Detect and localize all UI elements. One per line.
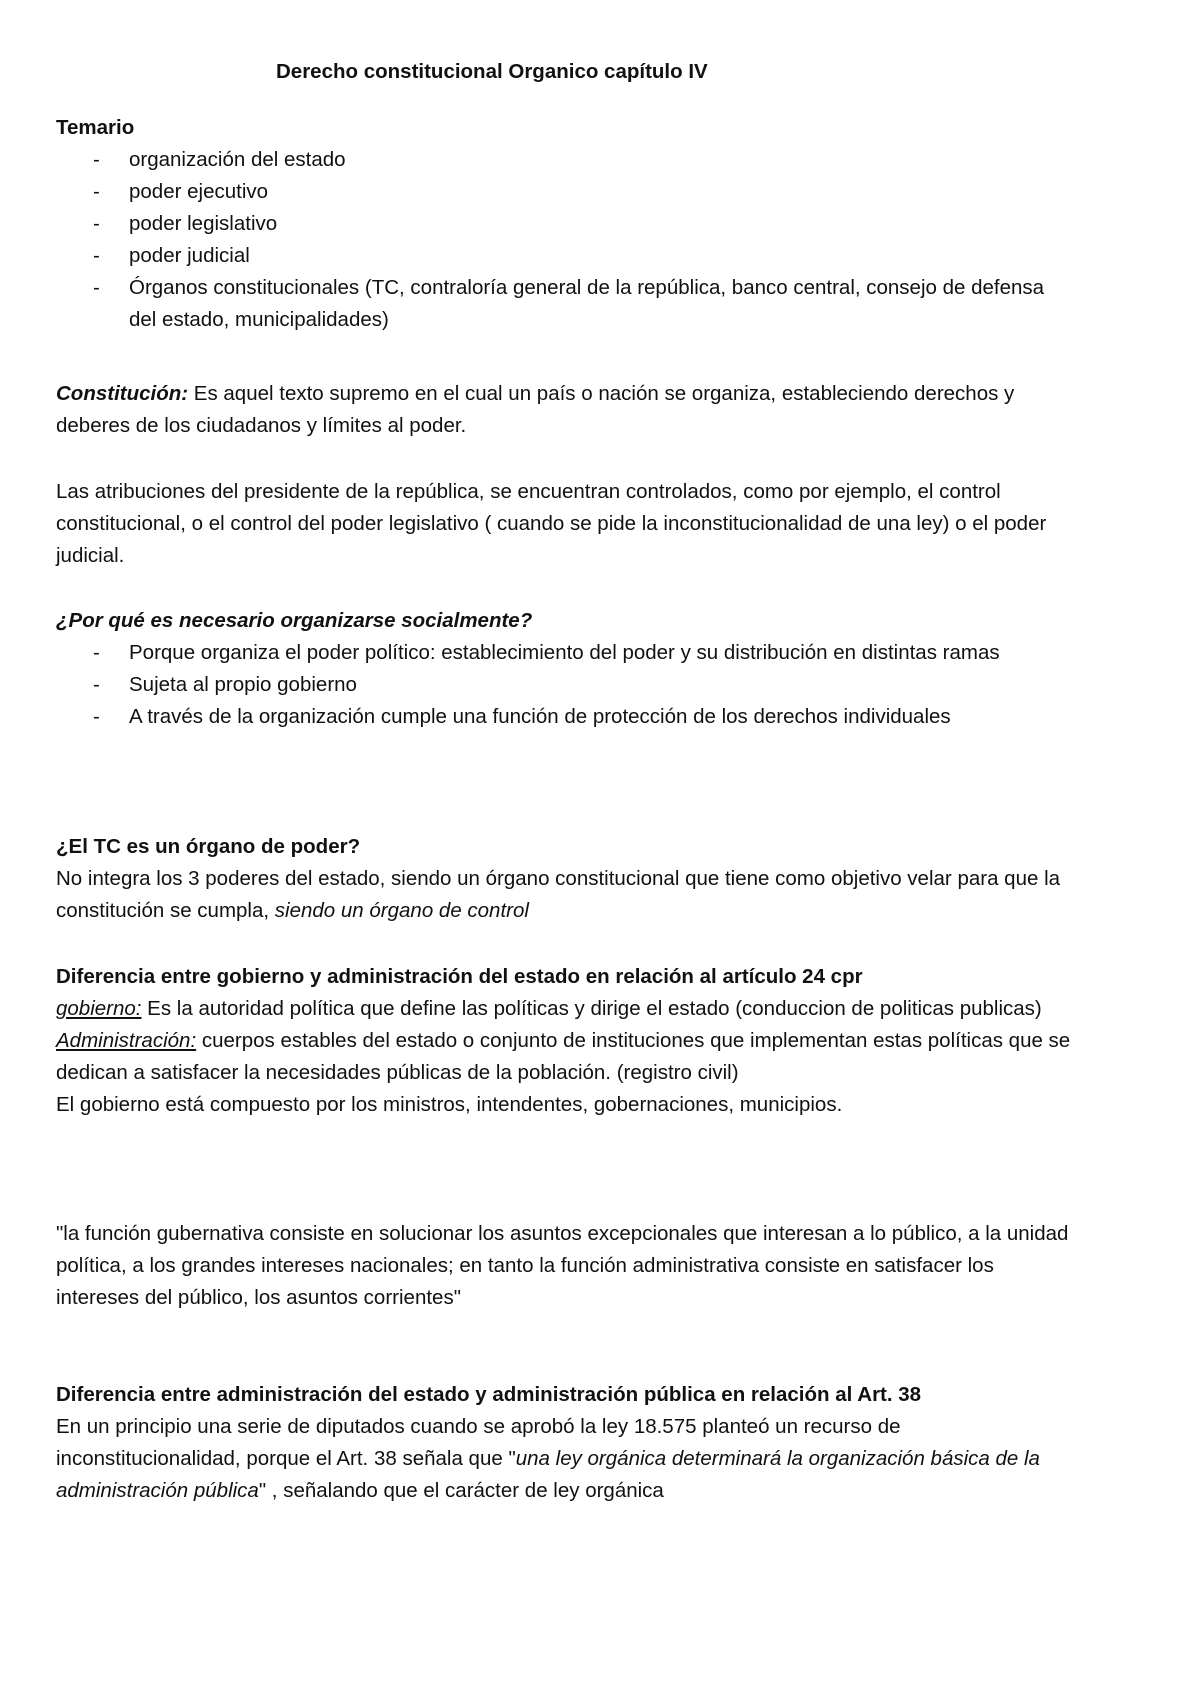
art38-italic-quote: una ley orgánica determinará la organización básica de la administración pública [56,1447,1040,1502]
temario-section [56,112,1076,336]
gobierno-paragraph [56,993,1076,1025]
gobierno-compuesto-paragraph: El gobierno está compuesto por los ministros, intendentes, gobernaciones, municipios. [56,1093,843,1116]
quote-paragraph: "la función gubernativa consiste en solucionar los asuntos excepcionales que interesan a lo público, a la unidad política, a los grandes intereses nacionales; en tanto la función administrativa consiste en satisfacer los intereses del público, los asuntos corrientes" [56,1222,1069,1309]
list-item: - Órganos constitucionales (TC, contraloría general de la república, banco central, consejo de defensa del estado, municipalidades) [56,272,1076,336]
tc-italic: siendo un órgano de control [274,899,529,922]
list-item: - poder legislativo [56,208,1076,240]
diferencia-administracion-section [56,1379,1076,1507]
art38-text-after: " , señalando que el carácter de ley orgánica [258,1479,664,1502]
document-title: Derecho constitucional Organico capítulo IV [276,60,708,83]
constitucion-term: Constitución: [56,382,189,405]
tc-question: ¿El TC es un órgano de poder? [56,835,361,858]
art38-paragraph [56,1411,1076,1507]
tc-section [56,831,1076,927]
art38-text-before: En un principio una serie de diputados cuando se aprobó la ley 18.575 planteó un recurso de inconstitucionalidad, porque el Art. 38 señala que " [56,1415,901,1470]
por-que-question: ¿Por qué es necesario organizarse socialmente? [56,609,533,632]
constitucion-text: Es aquel texto supremo en el cual un país o nación se organiza, estableciendo derechos y deberes de los ciudadanos y límites al poder. [56,382,1015,437]
list-item: - organización del estado [56,144,1076,176]
diferencia-administracion-heading: Diferencia entre administración del estado y administración pública en relación al Art. 38 [56,1383,922,1406]
temario-list [56,144,1076,336]
administracion-text: cuerpos estables del estado o conjunto de instituciones que implementan estas políticas que se dedican a satisfacer la necesidades públicas de la población. (registro civil) [56,1029,1071,1084]
list-item: - Sujeta al propio gobierno [56,669,1076,701]
gobierno-term: gobierno: [56,997,142,1020]
por-que-list [56,637,1076,733]
atribuciones-paragraph: Las atribuciones del presidente de la república, se encuentran controlados, como por ejemplo, el control constitucional, o el control del poder legislativo ( cuando se pide la inconstitucionalidad de una ley) o el poder judicial. [56,480,1047,567]
list-item: - A través de la organización cumple una función de protección de los derechos individuales [56,701,1076,733]
quote-section [56,1218,1076,1314]
administracion-term: Administración: [56,1029,197,1052]
list-item: - poder ejecutivo [56,176,1076,208]
constitucion-section [56,378,1076,442]
diferencia-gobierno-section [56,961,1076,1121]
temario-heading: Temario [56,116,135,139]
gobierno-text: Es la autoridad política que define las políticas y dirige el estado (conduccion de politicas publicas) [141,997,1042,1020]
diferencia-gobierno-heading: Diferencia entre gobierno y administración del estado en relación al artículo 24 cpr [56,965,863,988]
list-item: - poder judicial [56,240,1076,272]
administracion-paragraph [56,1025,1076,1089]
por-que-section [56,605,1076,733]
list-item: - Porque organiza el poder político: establecimiento del poder y su distribución en distintas ramas [56,637,1076,669]
tc-paragraph [56,863,1076,927]
atribuciones-section [56,476,1076,572]
tc-text: No integra los 3 poderes del estado, siendo un órgano constitucional que tiene como objetivo velar para que la constitución se cumpla, [56,867,1061,922]
constitucion-paragraph [56,378,1076,442]
